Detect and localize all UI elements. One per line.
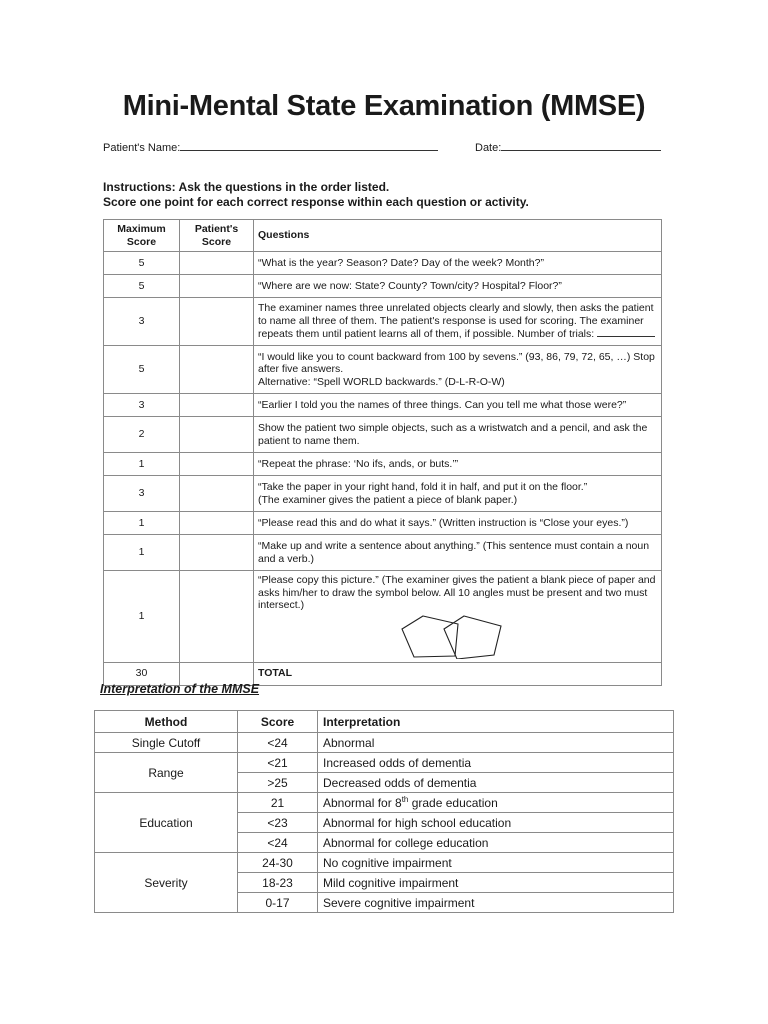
- max-score-cell: 5: [104, 346, 180, 394]
- interpretation-heading: Interpretation of the MMSE: [100, 682, 260, 696]
- table-row: [104, 298, 662, 346]
- table-row: [104, 275, 662, 298]
- question-cell: [254, 476, 662, 512]
- table-row: [95, 793, 674, 813]
- table-row: [95, 853, 674, 873]
- instructions-line-2: Score one point for each correct response within each question or activity.: [103, 195, 529, 209]
- intersecting-pentagons-figure: [401, 615, 541, 659]
- table-row: [104, 453, 662, 476]
- max-score-cell: 2: [104, 417, 180, 453]
- max-score-cell: 1: [104, 453, 180, 476]
- interpretation-cell: No cognitive impairment: [318, 853, 674, 873]
- patient-name-label: Patient's Name:: [103, 142, 181, 154]
- score-cell: <23: [238, 813, 318, 833]
- method-header: Method: [95, 711, 238, 733]
- interpretation-cell: Increased odds of dementia: [318, 753, 674, 773]
- method-cell: Single Cutoff: [95, 733, 238, 753]
- patient-score-cell[interactable]: [180, 571, 254, 663]
- interpretation-text: Abnormal for 8: [323, 796, 402, 810]
- question-text: “Please copy this picture.” (The examiner gives the patient a blank piece of paper and asks him/her to draw the symbol below. All 10 angles must be present and two must intersect.): [258, 574, 656, 611]
- score-cell: <24: [238, 733, 318, 753]
- score-cell: <21: [238, 753, 318, 773]
- patient-score-cell[interactable]: [180, 346, 254, 394]
- question-cell: [254, 346, 662, 394]
- max-score-cell: 3: [104, 476, 180, 512]
- table-row: [95, 753, 674, 773]
- questions-header: Questions: [254, 220, 662, 252]
- question-cell: “Please read this and do what it says.” (Written instruction is “Close your eyes.”): [254, 512, 662, 535]
- score-cell: >25: [238, 773, 318, 793]
- interpretation-cell: Severe cognitive impairment: [318, 893, 674, 913]
- max-score-cell: 3: [104, 298, 180, 346]
- patient-score-cell[interactable]: [180, 535, 254, 571]
- date-label: Date:: [475, 142, 502, 154]
- max-score-cell: 5: [104, 252, 180, 275]
- interpretation-cell: Abnormal: [318, 733, 674, 753]
- max-score-header: Maximum Score: [104, 220, 180, 252]
- total-label: TOTAL: [254, 662, 662, 685]
- date-field[interactable]: [475, 140, 661, 154]
- question-cell: “Make up and write a sentence about anything.” (This sentence must contain a noun and a verb.): [254, 535, 662, 571]
- score-header: Score: [238, 711, 318, 733]
- table-row: [104, 512, 662, 535]
- method-cell: Education: [95, 793, 238, 853]
- max-score-cell: 1: [104, 535, 180, 571]
- table-row: [104, 252, 662, 275]
- method-cell: Severity: [95, 853, 238, 913]
- patient-score-cell[interactable]: [180, 453, 254, 476]
- table-row: [104, 394, 662, 417]
- max-score-cell: 3: [104, 394, 180, 417]
- table-row: [104, 476, 662, 512]
- max-score-cell: 5: [104, 275, 180, 298]
- question-text: “Take the paper in your right hand, fold it in half, and put it on the floor.”: [258, 481, 588, 493]
- interpretation-table: [94, 710, 674, 913]
- score-cell: 0-17: [238, 893, 318, 913]
- interpretation-cell: Abnormal for high school education: [318, 813, 674, 833]
- patient-name-field[interactable]: [103, 140, 438, 154]
- patient-score-cell[interactable]: [180, 417, 254, 453]
- question-note: (The examiner gives the patient a piece of blank paper.): [258, 493, 518, 506]
- patient-score-cell[interactable]: [180, 394, 254, 417]
- patient-score-cell[interactable]: [180, 298, 254, 346]
- question-cell: “What is the year? Season? Date? Day of the week? Month?”: [254, 252, 662, 275]
- question-alternative: Alternative: “Spell WORLD backwards.” (D-L-R-O-W): [258, 375, 505, 388]
- patient-score-cell[interactable]: [180, 512, 254, 535]
- interpretation-text-end: grade education: [408, 796, 498, 810]
- interpretation-cell: Abnormal for college education: [318, 833, 674, 853]
- method-cell: Range: [95, 753, 238, 793]
- score-cell: 21: [238, 793, 318, 813]
- question-cell: [254, 571, 662, 663]
- score-cell: <24: [238, 833, 318, 853]
- date-line[interactable]: [501, 140, 661, 151]
- score-cell: 24-30: [238, 853, 318, 873]
- question-cell: “Repeat the phrase: ‘No ifs, ands, or buts.’”: [254, 453, 662, 476]
- question-text: The examiner names three unrelated objects clearly and slowly, then asks the patient to name all three of them. The patient's response is used for scoring. The examiner repeats them until patient learns all of them, if possible. Number of trials:: [258, 302, 654, 341]
- table-row: [95, 733, 674, 753]
- max-score-cell: 1: [104, 512, 180, 535]
- mmse-table: [103, 219, 662, 686]
- interpretation-header-row: [95, 711, 674, 733]
- table-row: [104, 535, 662, 571]
- table-row: [104, 417, 662, 453]
- interpretation-cell: Mild cognitive impairment: [318, 873, 674, 893]
- patient-score-cell[interactable]: [180, 275, 254, 298]
- question-cell: “Where are we now: State? County? Town/city? Hospital? Floor?”: [254, 275, 662, 298]
- ordinal-suffix: th: [401, 795, 409, 804]
- trials-blank[interactable]: [597, 327, 655, 337]
- question-cell: Show the patient two simple objects, such as a wristwatch and a pencil, and ask the patient to name them.: [254, 417, 662, 453]
- question-cell: “Earlier I told you the names of three things. Can you tell me what those were?”: [254, 394, 662, 417]
- interpretation-header: Interpretation: [318, 711, 674, 733]
- patient-score-cell[interactable]: [180, 252, 254, 275]
- table-row: [104, 571, 662, 663]
- interpretation-cell: [318, 793, 674, 813]
- page-title: Mini-Mental State Examination (MMSE): [122, 90, 646, 122]
- patient-score-header: Patient's Score: [180, 220, 254, 252]
- question-text: “I would like you to count backward from 100 by sevens.” (93, 86, 79, 72, 65, …) Stop after five answers.: [258, 350, 655, 376]
- instructions: [103, 180, 663, 210]
- interpretation-cell: Decreased odds of dementia: [318, 773, 674, 793]
- question-cell: [254, 298, 662, 346]
- table-row: [104, 346, 662, 394]
- score-cell: 18-23: [238, 873, 318, 893]
- patient-name-line[interactable]: [180, 140, 438, 151]
- patient-score-cell[interactable]: [180, 476, 254, 512]
- total-max-score: 30: [104, 662, 180, 685]
- mmse-header-row: [104, 220, 662, 252]
- instructions-line-1: Instructions: Ask the questions in the order listed.: [103, 180, 390, 194]
- max-score-cell: 1: [104, 571, 180, 663]
